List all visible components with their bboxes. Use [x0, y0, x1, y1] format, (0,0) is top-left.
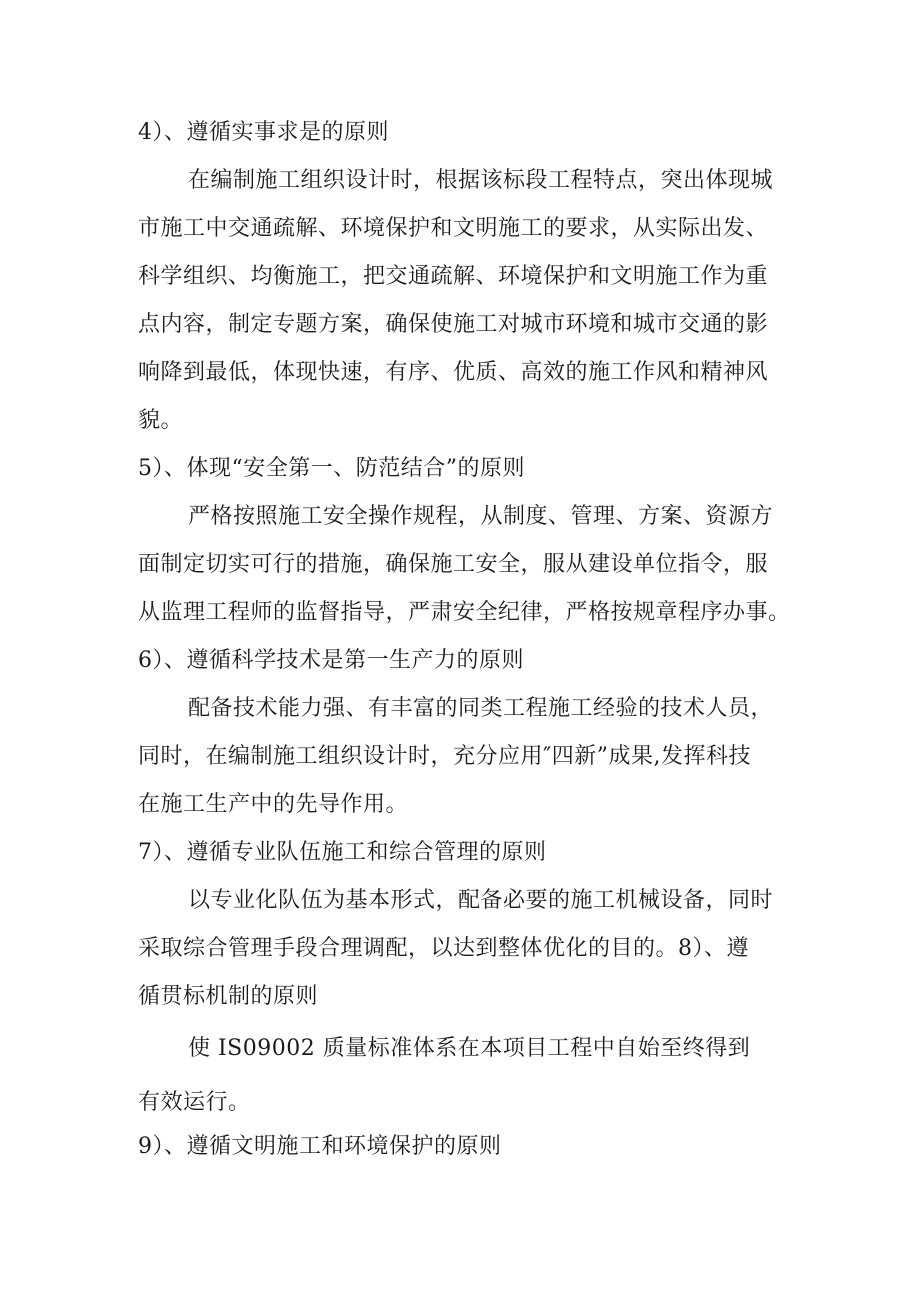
paragraph-line: 配备技术能力强、有丰富的同类工程施工经验的技术人员， [188, 696, 774, 721]
paragraph-line: 使 IS09002 质量标准体系在本项目工程中自始至终得到 [188, 1036, 751, 1061]
paragraph-line: 从监理工程师的监督指导，严肃安全纪律，严格按规章程序办事。 [138, 600, 791, 625]
heading-principle-5: 5）、体现“安全第一、防范结合”的原则 [138, 456, 525, 481]
paragraph-line: 在施工生产中的先导作用。 [138, 792, 409, 817]
heading-principle-9: 9）、遵循文明施工和环境保护的原则 [138, 1134, 502, 1159]
paragraph-line: 有效运行。 [138, 1090, 251, 1115]
paragraph-line: 采取综合管理手段合理调配，以达到整体优化的目的。8）、遵 [138, 936, 749, 961]
paragraph-line: 点内容，制定专题方案，确保使施工对城市环境和城市交通的影 [138, 312, 769, 337]
paragraph-line: 市施工中交通疏解、环境保护和文明施工的要求，从实际出发、 [138, 216, 769, 241]
paragraph-line: 严格按照施工安全操作规程，从制度、管理、方案、资源方 [188, 504, 774, 529]
paragraph-line: 同时，在编制施工组织设计时，充分应用″四新”成果,发挥科技 [138, 744, 751, 769]
paragraph-line: 以专业化队伍为基本形式，配备必要的施工机械设备，同时 [188, 888, 774, 913]
heading-principle-6: 6）、遵循科学技术是第一生产力的原则 [138, 648, 524, 673]
paragraph-line: 科学组织、均衡施工，把交通疏解、环境保护和文明施工作为重 [138, 264, 769, 289]
paragraph-line: 面制定切实可行的措施，确保施工安全，服从建设单位指令，服 [138, 552, 769, 577]
paragraph-line: 貌。 [138, 408, 184, 433]
heading-principle-4: 4）、遵循实事求是的原则 [138, 120, 389, 145]
paragraph-line: 响降到最低，体现快速，有序、优质、高效的施工作风和精神风 [138, 360, 769, 385]
paragraph-line: 在编制施工组织设计时，根据该标段工程特点，突出体现城 [188, 168, 774, 193]
heading-principle-7: 7）、遵循专业队伍施工和综合管理的原则 [138, 840, 547, 865]
paragraph-line: 循贯标机制的原则 [138, 984, 319, 1009]
